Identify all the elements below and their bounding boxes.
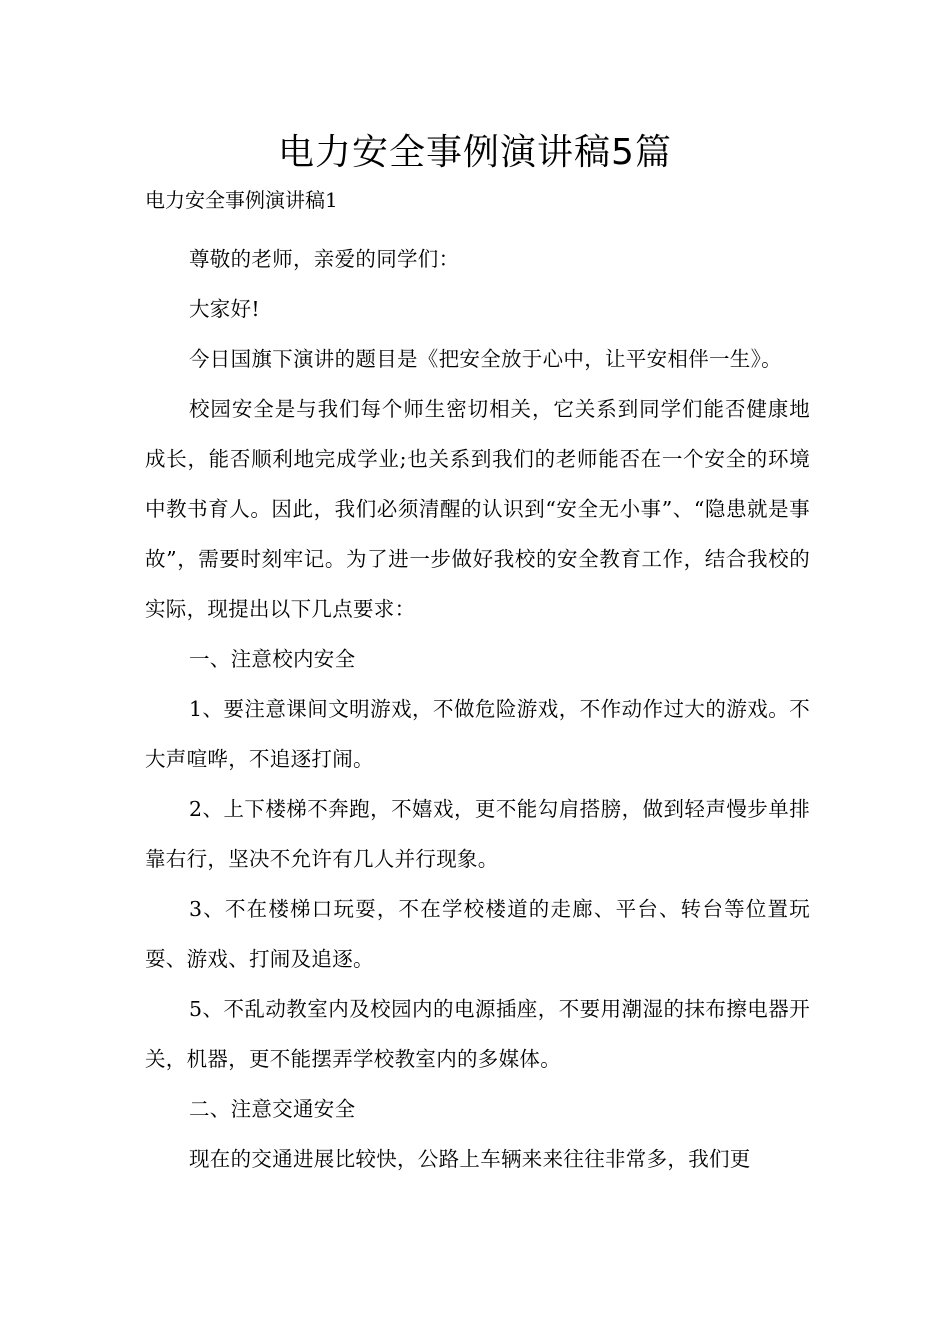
greeting-paragraph: 大家好!	[189, 297, 260, 321]
salutation-paragraph: 尊敬的老师，亲爱的同学们：	[189, 247, 460, 271]
rule-item: 1、要注意课间文明游戏，不做危险游戏，不作动作过大的游戏。不大声喧哗，不追逐打闹。	[145, 697, 810, 771]
traffic-paragraph: 现在的交通进展比较快，公路上车辆来来往往非常多，我们更	[189, 1147, 751, 1171]
rule-item: 5、不乱动教室内及校园内的电源插座，不要用潮湿的抹布擦电器开关，机器，更不能摆弄学校教室内的多媒体。	[145, 997, 810, 1071]
section-two-heading: 二、注意交通安全	[189, 1097, 356, 1121]
document-title: 电力安全事例演讲稿5篇	[278, 132, 672, 173]
topic-paragraph: 今日国旗下演讲的题目是《把安全放于心中，让平安相伴一生》。	[189, 347, 782, 371]
section-one-heading: 一、注意校内安全	[189, 647, 356, 671]
section-heading: 电力安全事例演讲稿1	[145, 188, 338, 212]
intro-paragraph: 校园安全是与我们每个师生密切相关，它关系到同学们能否健康地成长，能否顺利地完成学业;也关系到我们的老师能否在一个安全的环境中教书育人。因此，我们必须清醒的认识到“安全无小事”、“隐患就是事故”，需要时刻牢记。为了进一步做好我校的安全教育工作，结合我校的实际，现提出以下几点要求：	[145, 397, 810, 621]
rule-item: 3、不在楼梯口玩耍，不在学校楼道的走廊、平台、转台等位置玩耍、游戏、打闹及追逐。	[145, 897, 810, 971]
document-body	[145, 234, 810, 1184]
rule-item: 2、上下楼梯不奔跑，不嬉戏，更不能勾肩搭膀，做到轻声慢步单排靠右行，坚决不允许有几人并行现象。	[145, 797, 810, 871]
